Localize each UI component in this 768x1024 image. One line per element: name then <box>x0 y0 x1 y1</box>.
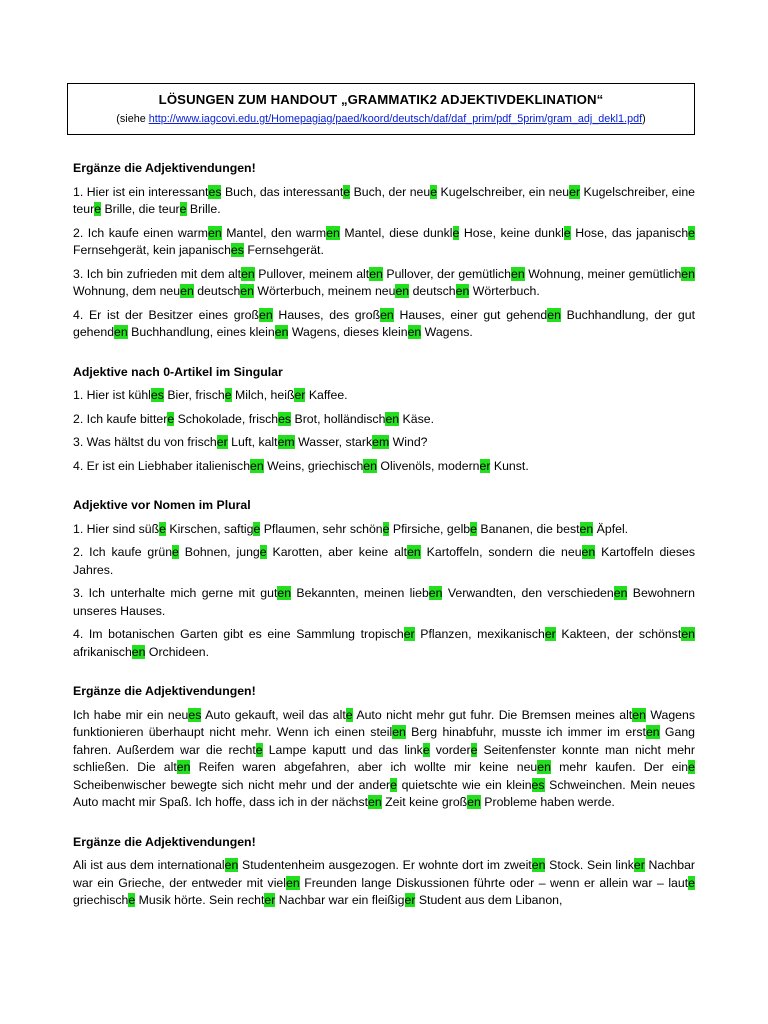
source-reference <box>68 113 694 125</box>
ending-highlight: en <box>645 725 660 739</box>
title-box <box>67 83 695 135</box>
ending-highlight: e <box>430 184 438 199</box>
ending-highlight: en <box>326 225 340 240</box>
ending-highlight: e <box>128 893 136 907</box>
ending-highlight: e <box>253 521 261 536</box>
ending-highlight: en <box>407 325 422 339</box>
ending-highlight: en <box>114 325 128 339</box>
ending-highlight: er <box>403 627 415 641</box>
page-title: LÖSUNGEN ZUM HANDOUT „GRAMMATIK2 ADJEKTIVDEKLINATION“ <box>158 92 604 107</box>
ending-highlight: e <box>470 742 478 757</box>
ending-highlight: en <box>581 545 596 559</box>
exercise-content <box>73 160 695 916</box>
ending-highlight: e <box>179 202 187 216</box>
ending-highlight: e <box>259 545 267 559</box>
ending-highlight: en <box>259 307 273 322</box>
exercise-paragraph: Ich habe mir ein neues Auto gekauft, weil das alte Auto nicht mehr gut fuhr. Die Bremsen meines alten Wagens funktionieren überhaupt nicht mehr. Wenn ich einen steilen Berg hinabfuhr, musste ich immer im ersten Gang fahren. Außerdem war die rechte Lampe kaputt und das linke vordere Seitenfenster konnte man nicht mehr schließen. Die alten Reifen waren abgefahren, aber ich wollte mir keine neuen mehr kaufen. Der eine Scheibenwischer bewegte sich nicht mehr und der andere quietschte wie ein kleines Schweinchen. Mein neues Auto macht mir Spaß. Ich hoffe, dass ich in der nächsten Zeit keine großen Probleme haben werde. <box>73 707 696 809</box>
ending-highlight: en <box>428 586 443 600</box>
ending-highlight: en <box>224 858 239 872</box>
ending-highlight: e <box>224 388 232 402</box>
ending-highlight: en <box>455 284 470 298</box>
source-link[interactable]: http://www.iagcovi.edu.gt/Homepagiag/paed/koord/deutsch/daf/daf_prim/pdf_5prim/gram_adj_dekl1.pdf <box>148 113 643 125</box>
ending-highlight: en <box>511 266 525 281</box>
ending-highlight: es <box>278 411 292 426</box>
exercise-paragraph: 1. Hier sind süße Kirschen, saftige Pflaumen, sehr schöne Pfirsiche, gelbe Bananen, die besten Äpfel. <box>73 521 629 536</box>
ending-highlight: en <box>207 225 222 240</box>
ending-highlight: e <box>167 411 175 426</box>
exercise-paragraph: 1. Hier ist ein interessantes Buch, das interessante Buch, der neue Kugelschreiber, ein neuer Kugelschreiber, eine teure Brille, die teure Brille. <box>73 184 695 216</box>
section-gap <box>73 481 695 497</box>
ending-highlight: er <box>264 893 276 907</box>
ending-highlight: en <box>407 545 421 559</box>
ending-highlight: e <box>688 875 695 890</box>
ending-highlight: en <box>632 707 646 722</box>
ending-highlight: en <box>613 586 628 600</box>
ending-highlight: es <box>208 184 222 199</box>
ending-highlight: en <box>368 795 382 809</box>
ending-highlight: en <box>395 284 410 298</box>
ending-highlight: en <box>286 875 300 890</box>
ending-highlight: en <box>681 627 695 641</box>
ending-highlight: e <box>688 760 695 774</box>
ending-highlight: er <box>216 435 228 449</box>
source-prefix: (siehe <box>116 113 149 125</box>
ending-highlight: er <box>479 458 491 473</box>
ending-highlight: en <box>467 795 481 809</box>
ending-highlight: en <box>363 458 377 473</box>
ending-highlight: en <box>537 760 551 774</box>
exercise-paragraph: Ali ist aus dem internationalen Studentenheim ausgezogen. Er wohnte dort im zweiten Stock. Sein linker Nachbar war ein Grieche, der entweder mit vielen Freunden lange Diskussionen führte oder – wenn er allein war – laute griechische Musik hörte. Sein rechter Nachbar war ein fleißiger Student aus dem Libanon, <box>73 858 696 907</box>
ending-highlight: en <box>131 644 146 659</box>
ending-highlight: e <box>94 202 102 216</box>
section-gap <box>73 667 695 683</box>
section-gap <box>73 348 695 364</box>
section-heading: Ergänze die Adjektivendungen! <box>73 684 256 698</box>
exercise-paragraph: 2. Ich kaufe einen warmen Mantel, den warmen Mantel, diese dunkle Hose, keine dunkle Hose, das japanische Fernsehgerät, kein japanisches Fernsehgerät. <box>73 225 695 257</box>
ending-highlight: en <box>274 325 289 339</box>
section-gap <box>73 818 695 834</box>
ending-highlight: e <box>422 742 430 757</box>
exercise-paragraph: 4. Im botanischen Garten gibt es eine Sammlung tropischer Pflanzen, mexikanischer Kakteen, der schönsten afrikanischen Orchideen. <box>73 627 695 659</box>
ending-highlight: en <box>385 411 400 426</box>
ending-highlight: e <box>343 184 351 199</box>
ending-highlight: e <box>688 225 695 240</box>
ending-highlight: e <box>452 225 460 240</box>
exercise-paragraph: 2. Ich kaufe bittere Schokolade, frisches Brot, holländischen Käse. <box>73 411 434 426</box>
ending-highlight: es <box>188 707 202 722</box>
exercise-paragraph: 4. Er ist ein Liebhaber italienischen Weins, griechischen Olivenöls, moderner Kunst. <box>73 458 529 473</box>
ending-highlight: en <box>547 307 561 322</box>
source-suffix: ) <box>642 113 646 125</box>
ending-highlight: er <box>404 893 416 907</box>
ending-highlight: es <box>531 777 545 792</box>
ending-highlight: en <box>392 725 406 739</box>
ending-highlight: en <box>240 284 254 298</box>
ending-highlight: en <box>579 521 594 536</box>
ending-highlight: en <box>241 266 255 281</box>
exercise-paragraph: 2. Ich kaufe grüne Bohnen, junge Karotten, aber keine alten Kartoffeln, sondern die neuen Kartoffeln dieses Jahres. <box>73 545 695 577</box>
ending-highlight: em <box>277 435 295 449</box>
ending-highlight: en <box>380 307 394 322</box>
ending-highlight: er <box>294 388 306 402</box>
section-heading: Adjektive nach 0-Artikel im Singular <box>73 364 283 379</box>
section-heading: Ergänze die Adjektivendungen! <box>73 161 256 175</box>
ending-highlight: es <box>230 243 244 257</box>
ending-highlight: er <box>544 627 556 641</box>
ending-highlight: er <box>633 858 645 872</box>
ending-highlight: e <box>172 545 179 559</box>
section-heading: Adjektive vor Nomen im Plural <box>73 498 251 512</box>
ending-highlight: en <box>250 458 264 473</box>
exercise-paragraph: 3. Ich unterhalte mich gerne mit guten Bekannten, meinen lieben Verwandten, den verschiedenen Bewohnern unseres Hauses. <box>73 586 695 618</box>
ending-highlight: en <box>176 760 191 774</box>
ending-highlight: e <box>159 521 166 536</box>
exercise-paragraph: 3. Ich bin zufrieden mit dem alten Pullover, meinem alten Pullover, der gemütlichen Wohnung, meiner gemütlichen Wohnung, dem neuen deutschen Wörterbuch, meinem neuen deutschen Wörterbuch. <box>73 266 695 298</box>
ending-highlight: e <box>563 225 571 240</box>
ending-highlight: em <box>372 435 390 449</box>
ending-highlight: e <box>390 777 397 792</box>
ending-highlight: es <box>150 388 164 402</box>
ending-highlight: en <box>369 266 383 281</box>
ending-highlight: er <box>569 184 581 199</box>
exercise-paragraph: 3. Was hältst du von frischer Luft, kaltem Wasser, starkem Wind? <box>73 435 428 449</box>
ending-highlight: e <box>470 521 477 536</box>
ending-highlight: en <box>277 586 292 600</box>
ending-highlight: e <box>345 707 353 722</box>
exercise-paragraph: 1. Hier ist kühles Bier, frische Milch, heißer Kaffee. <box>73 388 348 402</box>
exercise-paragraph: 4. Er ist der Besitzer eines großen Hauses, des großen Hauses, einer gut gehenden Buchhandlung, der gut gehenden Buchhandlung, eines kleinen Wagens, dieses kleinen Wagens. <box>73 307 695 339</box>
ending-highlight: en <box>681 266 695 281</box>
ending-highlight: e <box>382 521 390 536</box>
section-heading: Ergänze die Adjektivendungen! <box>73 834 256 849</box>
ending-highlight: en <box>180 284 194 298</box>
ending-highlight: e <box>255 742 263 757</box>
ending-highlight: en <box>531 858 546 872</box>
